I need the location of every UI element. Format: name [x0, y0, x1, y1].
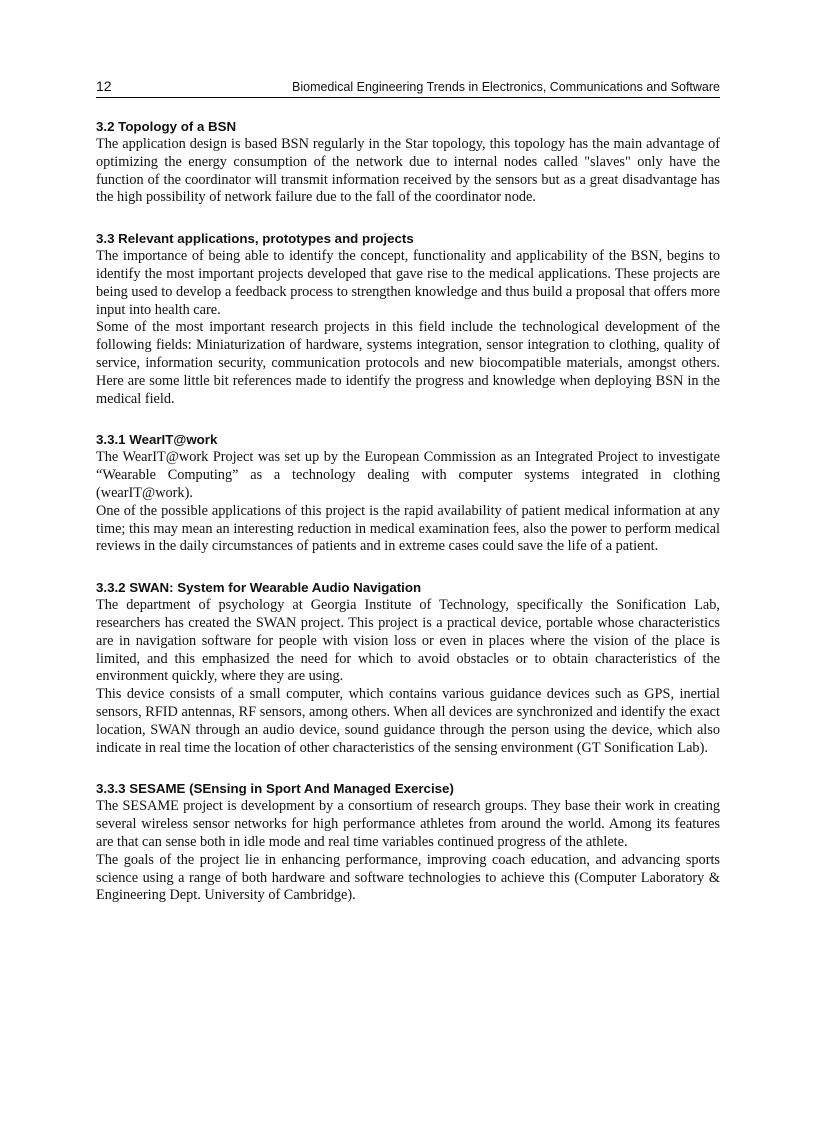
section-heading: 3.3 Relevant applications, prototypes and projects: [96, 231, 414, 247]
paragraph: The WearIT@work Project was set up by the European Commission as an Integrated Project to investigate “Wearable Computing” as a technology dealing with computer systems integrated in clothing (wearIT@work).: [96, 449, 720, 501]
page: [96, 78, 720, 905]
running-header: [96, 78, 720, 98]
paragraph: The importance of being able to identify the concept, functionality and applicability of the BSN, begins to identify the most important projects developed that gave rise to the medical applications. These projects are being used to develop a feedback process to strengthen knowledge and thus build a proposal that offers more input into health care.: [96, 248, 720, 318]
section-heading: 3.3.1 WearIT@work: [96, 432, 218, 448]
paragraph: One of the possible applications of this project is the rapid availability of patient medical information at any time; this may mean an interesting reduction in medical examination fees, also the power to perform medical reviews in the daily circumstances of patients and in extreme cases could save the life of a patient.: [96, 502, 720, 555]
paragraph: The application design is based BSN regularly in the Star topology, this topology has the main advantage of optimizing the energy consumption of the network due to internal nodes called "slaves" only have the function of the coordinator will transmit information received by the sensors but as a great disadvantage has the high possibility of network failure due to the fall of the coordinator node.: [96, 136, 720, 206]
section-wearit-work: [96, 430, 720, 556]
section-swan: [96, 578, 720, 757]
section-heading: 3.3.3 SESAME (SEnsing in Sport And Managed Exercise): [96, 781, 454, 797]
section-heading: 3.2 Topology of a BSN: [96, 119, 237, 134]
paragraph: The department of psychology at Georgia Institute of Technology, specifically the Sonification Lab, researchers has created the SWAN project. This project is a practical device, portable whose characteristics are in navigation software for people with vision loss or even in places where the vision of the place is limited, and this emphasized the need for which to avoid obstacles or to obtain characteristics of the environment quickly, where they are using.: [96, 597, 720, 685]
section-sesame: [96, 779, 720, 905]
section-relevant-applications: [96, 229, 720, 408]
paragraph: Some of the most important research projects in this field include the technological development of the following fields: Miniaturization of hardware, systems integration, sensor integration to clothing, quality of service, information security, communication protocols and new biocompatible materials, amongst others. Here are some little bit references made to identify the progress and knowledge when deploying BSN in the medical field.: [96, 319, 720, 407]
paragraph: The SESAME project is development by a consortium of research groups. They base their work in creating several wireless sensor networks for high performance athletes from around the world. Among its features are that can sense both in idle mode and real time variables continued progress of the athlete.: [96, 798, 720, 850]
page-number: 12: [96, 78, 112, 94]
section-topology-bsn: [96, 117, 720, 207]
paragraph: This device consists of a small computer, which contains various guidance devices such as GPS, inertial sensors, RFID antennas, RF sensors, among others. When all devices are synchronized and identify the exact location, SWAN through an audio device, sound guidance through the person using the device, which also indicate in real time the location of other characteristics of the sensing environment (GT Sonification Lab).: [96, 686, 720, 756]
book-title: Biomedical Engineering Trends in Electronics, Communications and Software: [292, 80, 720, 94]
paragraph: The goals of the project lie in enhancing performance, improving coach education, and advancing sports science using a range of both hardware and software technologies to achieve this (Computer Laboratory & Engineering Dept. University of Cambridge).: [96, 851, 720, 904]
section-heading: 3.3.2 SWAN: System for Wearable Audio Navigation: [96, 580, 422, 596]
